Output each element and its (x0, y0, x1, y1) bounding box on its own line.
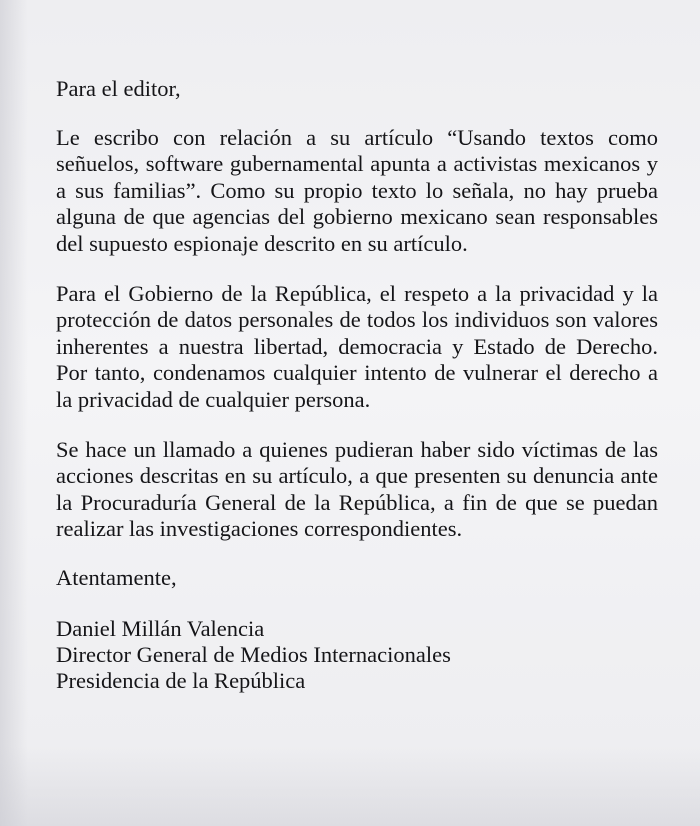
paragraph-call-to-victims: Se hace un llamado a quienes pudieran haber sido víctimas de las acciones descritas en su artículo, a que presenten su denuncia ante la Procuraduría General de la República, a fin de que se puedan realizar las investigaciones correspondientes. (56, 436, 658, 542)
signature-office: Presidencia de la República (56, 668, 306, 694)
page-shadow-bottom (0, 746, 700, 826)
signature-name: Daniel Millán Valencia (56, 615, 265, 641)
signature-block (56, 616, 658, 695)
paragraph-article-reference: Le escribo con relación a su artículo “Usando textos como señuelos, software gubernamental apunta a activistas mexicanos y a sus familias”. Como su propio texto lo señala, no hay prueba alguna de que agencias del gobierno mexicano sean responsables del supuesto espionaje descrito en su artículo. (56, 124, 658, 256)
paragraph-privacy-statement: Para el Gobierno de la República, el respeto a la privacidad y la protección de datos personales de todos los individuos son valores inherentes a nuestra libertad, democracia y Estado de Derecho. Por tanto, condenamos cualquier intento de vulnerar el derecho a la privacidad de cualquier persona. (56, 280, 658, 412)
closing: Atentamente, (56, 564, 177, 590)
page-shadow-left (0, 0, 28, 826)
salutation: Para el editor, (56, 76, 181, 101)
signature-title: Director General de Medios Internacionales (56, 641, 451, 667)
letter-body (56, 76, 658, 694)
